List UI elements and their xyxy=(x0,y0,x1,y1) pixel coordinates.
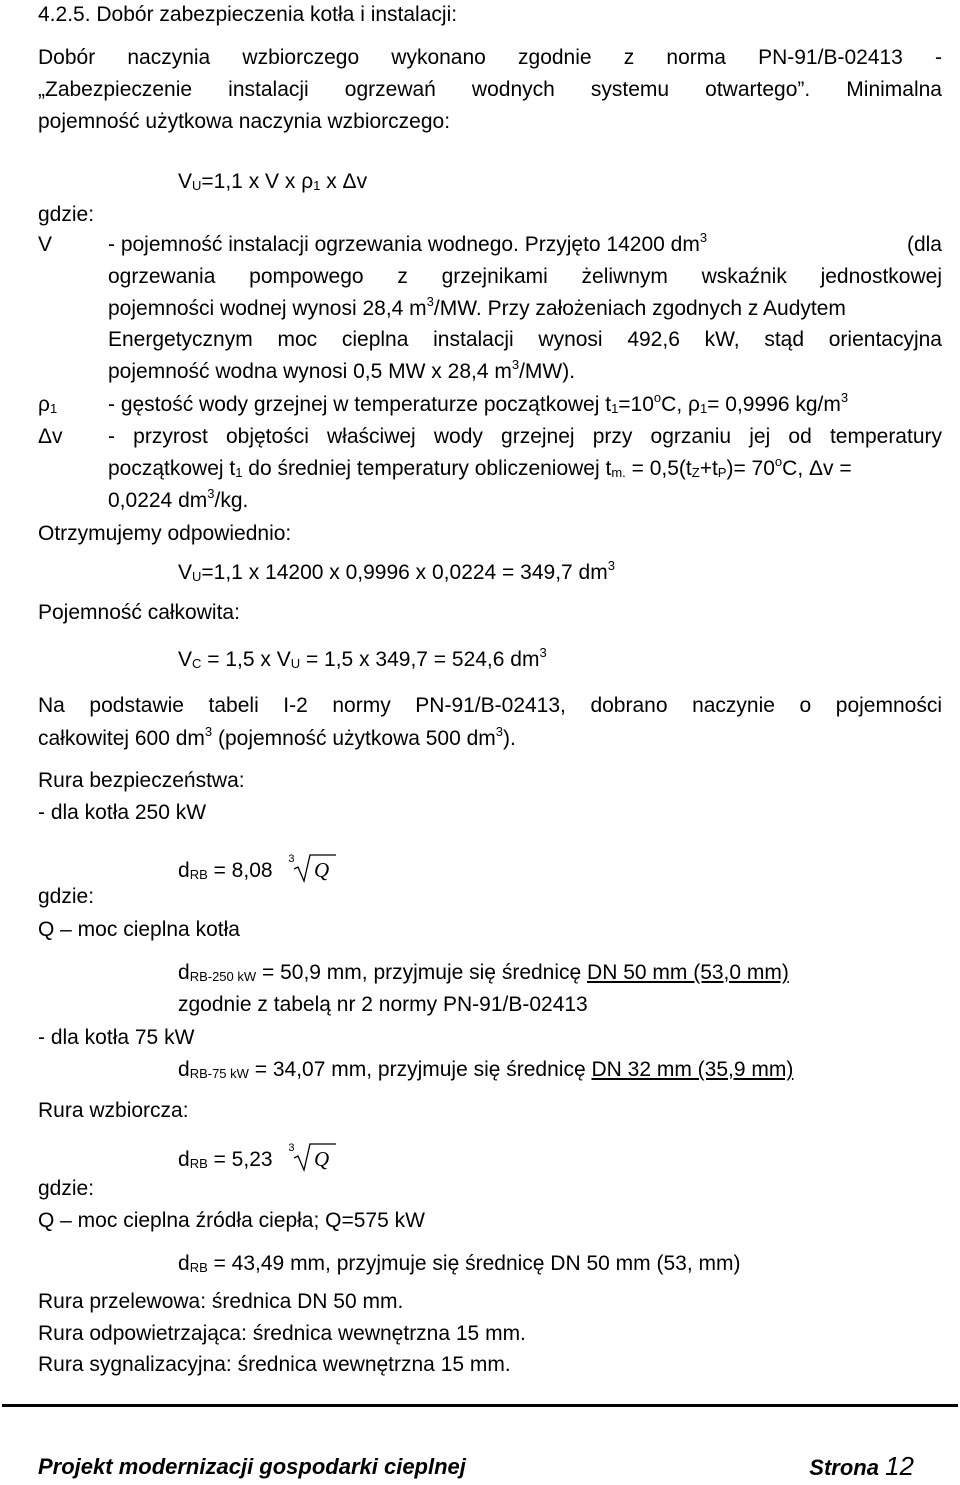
conclusion-line-2: całkowitej 600 $dm^3$ (pojemność użytkowa 500 $dm^3$). xyxy=(38,724,516,750)
dla-kotla-75-label: - dla kotła 75 kW xyxy=(38,1026,195,1049)
def-dv-line-1: - przyrost objętości właściwej wody grzejnej przy ogrzaniu jej od temperatury xyxy=(108,425,942,448)
cube-root-icon: 3 Q xyxy=(294,853,336,883)
def-v-line-1-end: (dla xyxy=(906,233,942,256)
result-drb-250: $d_{RB-250 kW} = 50,9$ mm, przyjmuje się średnicę DN 50 mm (53,0 mm) xyxy=(178,961,789,984)
cube-root-icon-2: 3 Q xyxy=(294,1142,336,1172)
result-drb-250-dn: DN 50 mm (53,0 mm) xyxy=(587,961,789,984)
intro-line-1: Dobór naczynia wzbiorczego wykonano zgodnie z norma PN-91/B-02413 - xyxy=(38,46,942,69)
def-v-symbol: V xyxy=(38,233,53,256)
intro-line-2: „Zabezpieczenie instalacji ogrzewań wodnych systemu otwartego”. Minimalna xyxy=(38,78,942,101)
dla-kotla-250-label: - dla kotła 250 kW xyxy=(38,801,207,824)
gdzie-label-3: gdzie: xyxy=(38,1177,95,1200)
def-v-line-1-main: - pojemność instalacji ogrzewania wodnego. Przyjęto 14200 $dm^3$ xyxy=(108,230,708,256)
rura-sygnalizacyjna: Rura sygnalizacyjna: średnica wewnętrzna 15 mm. xyxy=(38,1353,511,1376)
pojemnosc-calkowita-label: Pojemność całkowita: xyxy=(38,601,240,624)
conclusion-line-1: Na podstawie tabeli I-2 normy PN-91/B-02413, dobrano naczynie o pojemności xyxy=(38,694,942,717)
rura-bezpieczenstwa-label: Rura bezpieczeństwa: xyxy=(38,769,245,792)
footer-page xyxy=(809,1451,914,1482)
formula-vc: $V_C = 1,5$ x $V_U = 1,5$ x 349,7 = 524,6 $dm^3$ xyxy=(178,645,547,671)
result-drb-75: $d_{RB-75 kW} = 34,07$ mm, przyjmuje się średnicę DN 32 mm (35,9 mm) xyxy=(178,1058,794,1081)
formula-vu-rho-sub: 1 xyxy=(313,178,321,193)
svg-text:Q: Q xyxy=(314,858,330,882)
rura-wzbiorcza-label: Rura wzbiorcza: xyxy=(38,1099,189,1122)
rura-odpowietrzajaca: Rura odpowietrzająca: średnica wewnętrzna 15 mm. xyxy=(38,1322,526,1345)
def-v-line-5: pojemność wodna wynosi 0,5 MW x 28,4 $m^3/MW$). xyxy=(108,357,576,383)
q-moc-zrodla: Q – moc cieplna źródła ciepła; Q=575 kW xyxy=(38,1209,425,1232)
formula-vu-result: $V_U=1,1$ x 14200 x 0,9996 x 0,0224 = 349,7 $dm^3$ xyxy=(178,558,615,584)
def-dv-symbol: Δv xyxy=(38,425,63,448)
otrzymujemy-label: Otrzymujemy odpowiednio: xyxy=(38,522,292,545)
result-drb-75-dn: DN 32 mm (35,9 mm) xyxy=(591,1058,794,1081)
q-moc-kotla: Q – moc cieplna kotła xyxy=(38,918,240,941)
gdzie-label: gdzie: xyxy=(38,203,95,226)
gdzie-label-2: gdzie: xyxy=(38,885,95,908)
formula-vu-sub: U xyxy=(192,178,202,193)
rura-przelewowa: Rura przelewowa: średnica DN 50 mm. xyxy=(38,1290,404,1313)
formula-drb-2: $d_{RB} = 5,23$ 3 Q xyxy=(178,1142,336,1172)
def-v-line-3: pojemności wodnej wynosi 28,4 $m^3/MW$. Przy założeniach zgodnych z Audytem xyxy=(108,294,846,320)
formula-vu-tail: x Δv xyxy=(320,170,368,193)
footer-strona-label: Strona xyxy=(809,1455,886,1480)
def-v-sup-1: 3 xyxy=(699,230,708,245)
result-drb-wzbiorcza: $d_{RB} = 43,49$ mm, przyjmuje się średnicę DN 50 mm (53, mm) xyxy=(178,1252,741,1275)
formula-vu-body: =1,1 x V x ρ xyxy=(201,170,314,193)
def-v-line-1 xyxy=(108,230,942,257)
def-v-sup-5: 3 xyxy=(511,357,520,372)
formula-vu-v: V xyxy=(178,170,193,193)
def-rho-text: - gęstość wody grzejnej w temperaturze początkowej $t_1=10^oC$, $\rho_1= 0,9996$ $kg/m^3$ xyxy=(108,390,849,416)
formula-drb-1: $d_{RB} = 8,08$ 3 Q xyxy=(178,853,336,883)
footer-title: Projekt modernizacji gospodarki cieplnej xyxy=(38,1454,466,1479)
def-v-line-2: ogrzewania pompowego z grzejnikami żeliwnym wskaźnik jednostkowej xyxy=(108,265,942,288)
result-drb-250-norm: zgodnie z tabelą nr 2 normy PN-91/B-02413 xyxy=(178,993,588,1016)
footer-rule xyxy=(2,1404,958,1407)
formula-vu xyxy=(178,170,367,194)
footer-page-number: 12 xyxy=(885,1451,914,1481)
intro-line-3: pojemność użytkowa naczynia wzbiorczego: xyxy=(38,110,451,133)
svg-text:Q: Q xyxy=(314,1147,330,1171)
def-rho-symbol: $\rho_1$ xyxy=(38,393,58,416)
def-dv-line-2: początkowej $t_1$ do średniej temperatury obliczeniowej $t_{m.} = 0,5(t_Z+t_P)= 70^oC$, Δv = xyxy=(108,454,852,480)
def-v-line-4: Energetycznym moc cieplna instalacji wynosi 492,6 kW, stąd orientacyjna xyxy=(108,328,942,351)
def-dv-line-3: 0,0224 $dm^3/kg$. xyxy=(108,486,249,512)
def-v-sup-3: 3 xyxy=(426,294,434,309)
section-title: 4.2.5. Dobór zabezpieczenia kotła i instalacji: xyxy=(38,3,458,26)
